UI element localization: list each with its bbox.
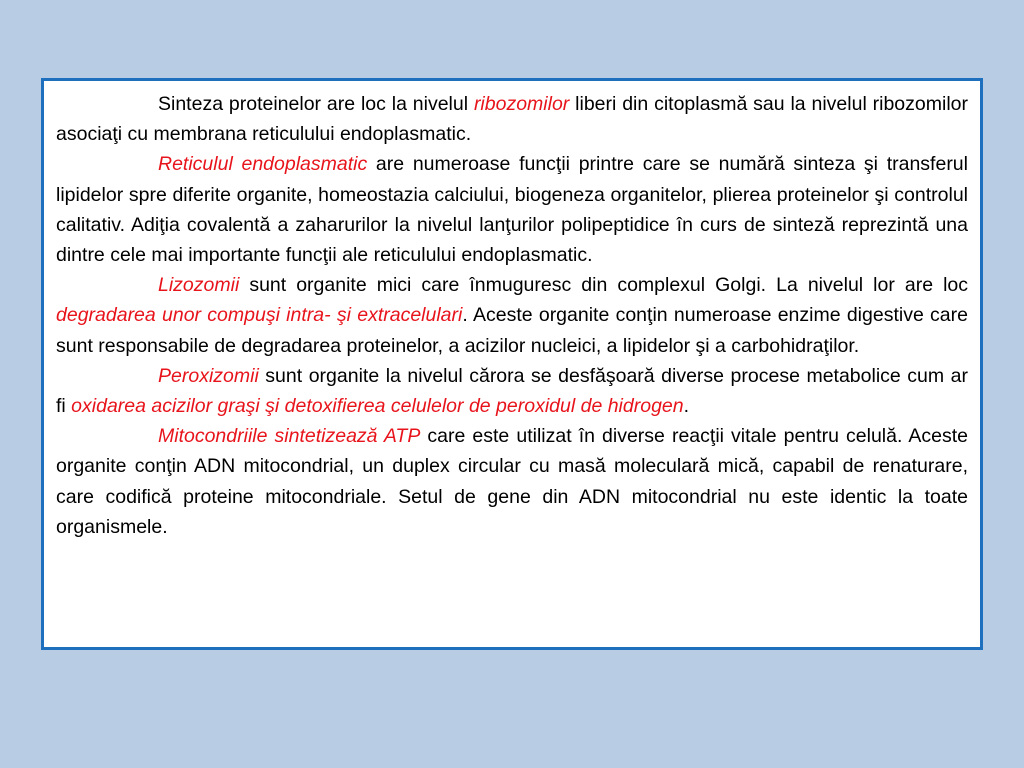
highlighted-term: degradarea unor compuşi intra- şi extracelulari: [56, 304, 463, 327]
highlighted-term: Peroxizomii: [158, 364, 259, 387]
paragraph-peroxizomi: [56, 361, 968, 421]
highlighted-term: ribozomilor: [473, 93, 570, 115]
paragraph-ribozomi: [56, 89, 968, 149]
text-segment: . Aceste organite conţin numeroase enzime digestive care sunt responsabile de degradarea proteinelor, a acizilor nucleici, a lipidelor şi a carbohidraţilor.: [56, 304, 968, 357]
text-segment: are numeroase funcţii printre care se numără sinteza şi transferul lipidelor spre diferite organite, homeostazia calciului, biogeneza organitelor, plierea proteinelor şi controlul calitativ. Adiţia covalentă a zaharurilor la nivelul lanţurilor polipeptidice în curs de sinteză reprezintă una dintre cele mai importante funcţii ale reticulului endoplasmatic.: [56, 153, 968, 267]
text-segment: sunt organite mici care înmuguresc din complexul Golgi. La nivelul lor are loc: [239, 274, 968, 297]
text-segment: .: [683, 395, 690, 418]
text-segment: liberi din citoplasmă sau la nivelul ribozomilor asociaţi cu membrana reticulului endoplasmatic.: [56, 93, 968, 146]
highlighted-term: Mitocondriile sintetizează ATP: [158, 425, 421, 448]
text-segment: Sinteza proteinelor are loc la nivelul: [158, 93, 474, 115]
text-segment: care este utilizat în diverse reacţii vitale pentru celulă. Aceste organite conţin ADN mitocondrial, un duplex circular cu masă moleculară mică, capabil de renaturare, care codifică proteine mitocondriale. Setul de gene din ADN mitocondrial nu este identic la toate organismele.: [56, 425, 968, 538]
highlighted-term: Lizozomii: [158, 274, 240, 297]
paragraph-mitocondrii: [56, 421, 968, 542]
paragraph-reticul-endoplasmatic: [56, 149, 968, 270]
paragraph-lizozomi: [56, 270, 968, 361]
text-box: [41, 78, 983, 650]
text-segment: sunt organite la nivelul cărora se desfăşoară diverse procese metabolice cum ar fi: [56, 364, 968, 418]
highlighted-term: Reticulul endoplasmatic: [158, 153, 368, 176]
highlighted-term: oxidarea acizilor graşi şi detoxifierea celulelor de peroxidul de hidrogen: [71, 395, 684, 418]
